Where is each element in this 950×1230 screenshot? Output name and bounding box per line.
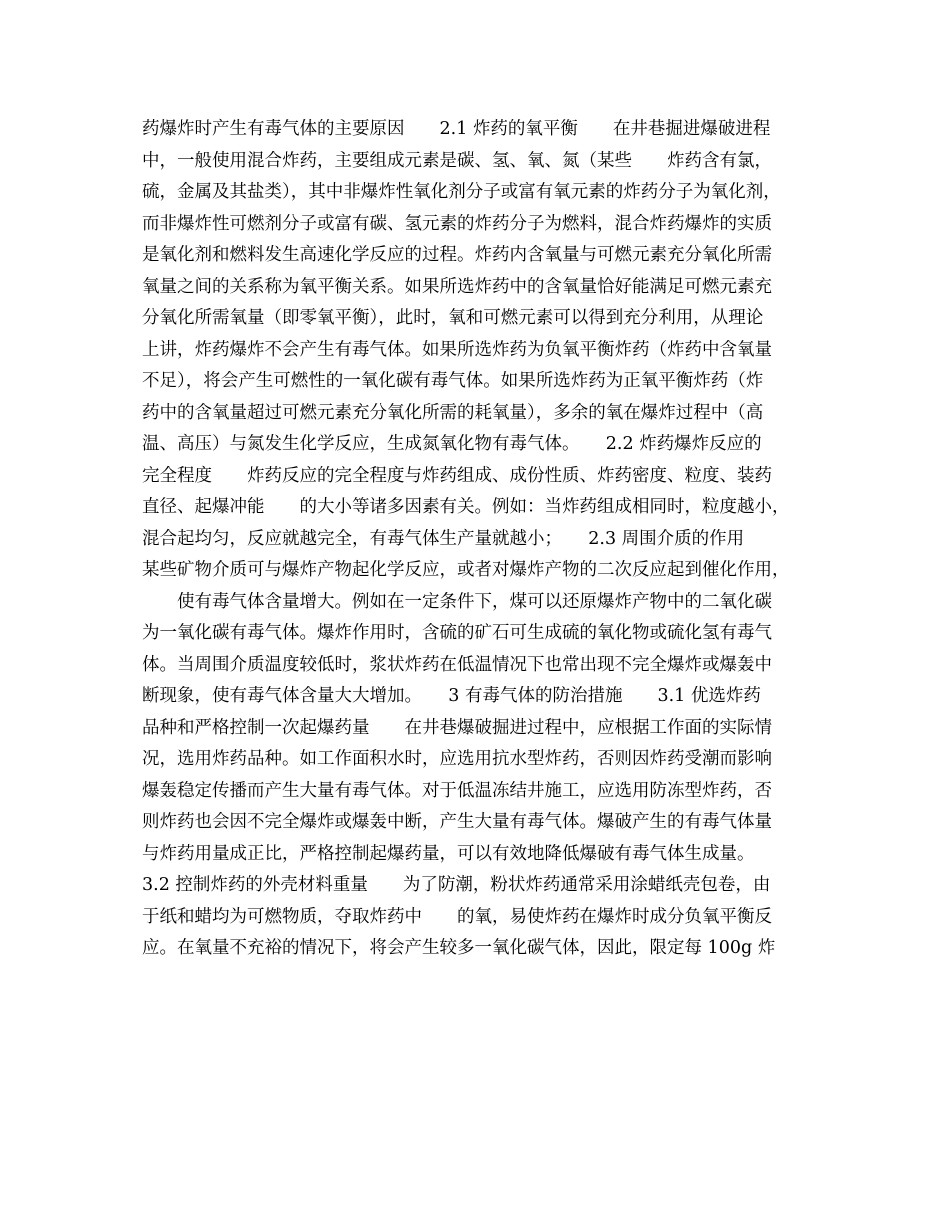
- text-line: 于纸和蜡均为可燃物质，夺取炸药中 的氧，易使炸药在爆炸时成分负氧平衡反: [142, 906, 772, 927]
- text-line: 则炸药也会因不完全爆炸或爆轰中断，产生大量有毒气体。爆破产生的有毒气体量: [142, 812, 772, 832]
- text-line: 中，一般使用混合炸药，主要组成元素是碳、氢、氧、氮（某些 炸药含有氯，: [142, 150, 772, 171]
- text-line: 药中的含氧量超过可燃元素充分氧化所需的耗氧量），多余的氧在爆炸过程中（高: [142, 402, 764, 423]
- text-line: 使有毒气体含量增大。例如在一定条件下，煤可以还原爆炸产物中的二氧化碳: [142, 591, 772, 612]
- text-line: 品种和严格控制一次起爆药量 在井巷爆破掘进过程中，应根据工作面的实际情: [142, 717, 772, 738]
- text-line: 况，选用炸药品种。如工作面积水时，应选用抗水型炸药，否则因炸药受潮而影响: [142, 749, 772, 769]
- text-line: 而非爆炸性可燃剂分子或富有碳、氢元素的炸药分子为燃料，混合炸药爆炸的实质: [142, 213, 772, 234]
- text-line: 是氧化剂和燃料发生高速化学反应的过程。炸药内含氧量与可燃元素充分氧化所需: [142, 245, 772, 265]
- text-line: 断现象，使有毒气体含量大大增加。 3 有毒气体的防治措施 3.1 优选炸药: [142, 686, 761, 706]
- text-line: 爆轰稳定传播而产生大量有毒气体。对于低温冻结井施工，应选用防冻型炸药，否: [142, 780, 772, 801]
- text-line: 直径、起爆冲能 的大小等诸多因素有关。例如：当炸药组成相同时，粒度越小，: [142, 497, 790, 517]
- text-line: 不足），将会产生可燃性的一氧化碳有毒气体。如果所选炸药为正氧平衡炸药（炸: [142, 371, 764, 391]
- text-line: 药爆炸时产生有毒气体的主要原因 2.1 炸药的氧平衡 在井巷掘进爆破进程: [142, 119, 771, 139]
- text-line: 3.2 控制炸药的外壳材料重量 为了防潮，粉状炸药通常采用涂蜡纸壳包卷，由: [142, 875, 771, 895]
- text-line: 上讲，炸药爆炸不会产生有毒气体。如果所选炸药为负氧平衡炸药（炸药中含氧量: [142, 339, 772, 360]
- text-line: 与炸药用量成正比，严格控制起爆药量，可以有效地降低爆破有毒气体生成量。: [142, 843, 755, 864]
- body-text: [142, 114, 832, 965]
- text-line: 完全程度 炸药反应的完全程度与炸药组成、成份性质、炸药密度、粒度、装药: [142, 465, 772, 486]
- text-line: 氧量之间的关系称为氧平衡关系。如果所选炸药中的含氧量恰好能满足可燃元素充: [142, 276, 772, 297]
- text-line: 分氧化所需氧量（即零氧平衡），此时，氧和可燃元素可以得到充分利用，从理论: [142, 308, 764, 328]
- text-line: 某些矿物介质可与爆炸产物起化学反应，或者对爆炸产物的二次反应起到催化作用，: [142, 560, 790, 580]
- text-line: 温、高压）与氮发生化学反应，生成氮氧化物有毒气体。 2.2 炸药爆炸反应的: [142, 434, 762, 454]
- text-line: 体。当周围介质温度较低时，浆状炸药在低温情况下也常出现不完全爆炸或爆轰中: [142, 654, 772, 675]
- text-line: 为一氧化碳有毒气体。爆炸作用时，含硫的矿石可生成硫的氧化物或硫化氢有毒气: [142, 623, 772, 643]
- text-line: 硫，金属及其盐类），其中非爆炸性氧化剂分子或富有氧元素的炸药分子为氧化剂，: [142, 182, 781, 202]
- text-line: 混合起均匀，反应就越完全，有毒气体生产量就越小； 2.3 周围介质的作用: [142, 528, 745, 549]
- text-line: 应。在氧量不充裕的情况下，将会产生较多一氧化碳气体，因此，限定每 100g 炸: [142, 938, 776, 958]
